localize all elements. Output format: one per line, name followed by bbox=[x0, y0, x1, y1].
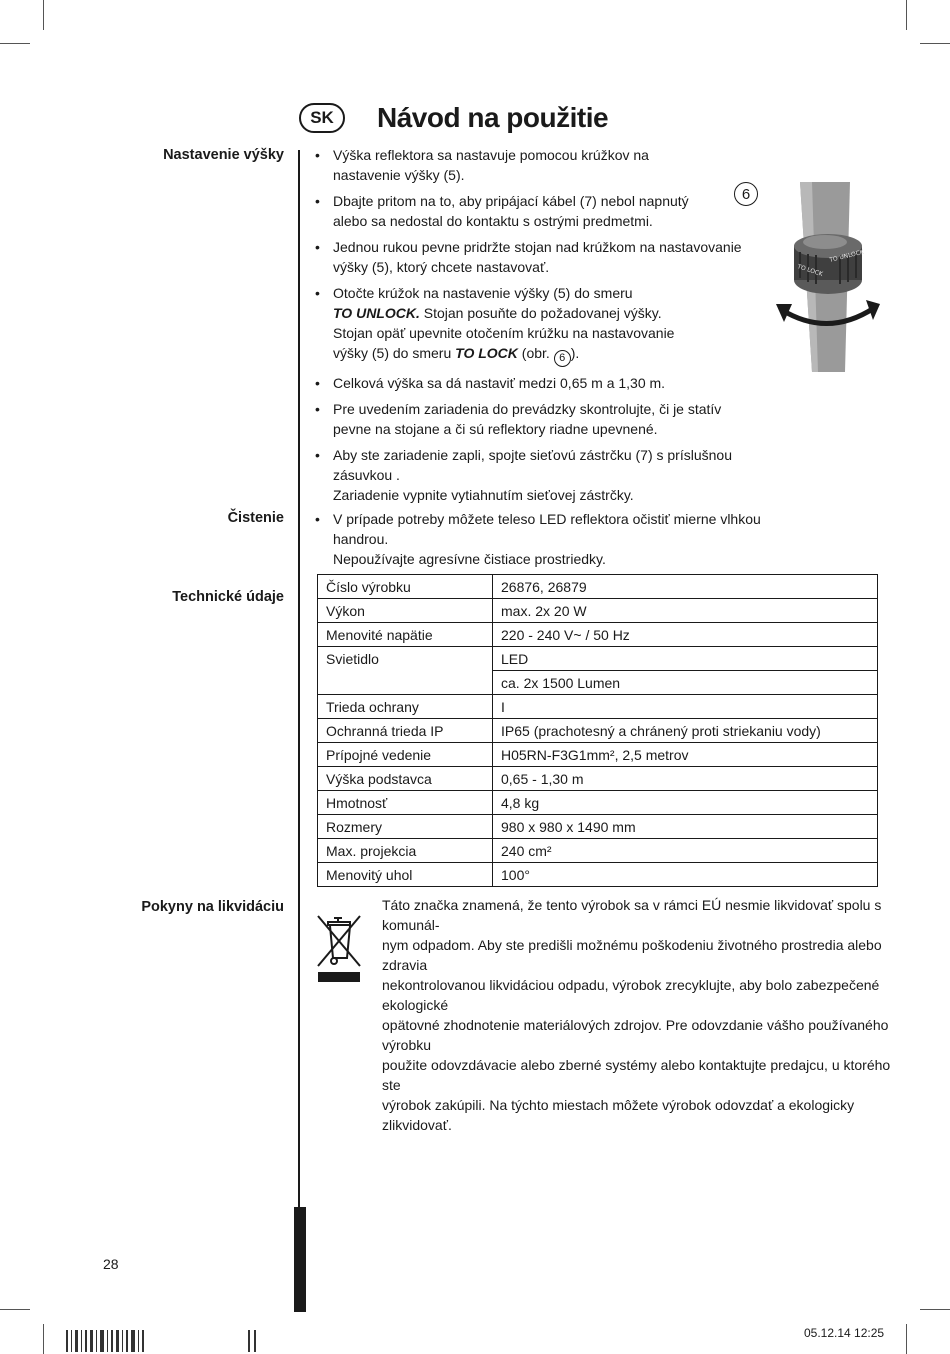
crop-mark bbox=[0, 1309, 30, 1310]
language-badge: SK bbox=[299, 103, 345, 133]
table-row: Ochranná trieda IP IP65 (prachotesný a chránený proti striekaniu vody) bbox=[318, 719, 878, 743]
table-row: Max. projekcia 240 cm² bbox=[318, 839, 878, 863]
print-barcode bbox=[66, 1330, 144, 1352]
height-instructions bbox=[314, 145, 754, 511]
crop-mark bbox=[906, 1324, 907, 1354]
crop-mark bbox=[0, 43, 30, 44]
spec-table bbox=[317, 574, 878, 887]
cleaning-instructions bbox=[314, 509, 794, 575]
crop-mark bbox=[43, 1324, 44, 1354]
crop-mark bbox=[920, 1309, 950, 1310]
svg-text:TO LOCK: TO LOCK bbox=[796, 263, 824, 279]
list-item: • Pre uvedením zariadenia do prevádzky skontrolujte, či je statív pevne na stojane a či sú reflektory riadne upevnené. bbox=[314, 399, 754, 439]
section-label-disposal: Pokyny na likvidáciu bbox=[141, 899, 284, 915]
table-row: Hmotnosť 4,8 kg bbox=[318, 791, 878, 815]
table-row: Menovité napätie 220 - 240 V~ / 50 Hz bbox=[318, 623, 878, 647]
table-row: Rozmery 980 x 980 x 1490 mm bbox=[318, 815, 878, 839]
print-mark bbox=[254, 1330, 256, 1352]
crop-mark bbox=[906, 0, 907, 30]
table-row: Výška podstavca 0,65 - 1,30 m bbox=[318, 767, 878, 791]
section-label-height: Nastavenie výšky bbox=[163, 147, 284, 163]
margin-rule-thick bbox=[294, 1207, 306, 1312]
list-item: • Otočte krúžok na nastavenie výšky (5) do smeru TO UNLOCK. Stojan posuňte do požadovanej výšky. Stojan opäť upevnite otočením krúžku na nastavovanie výšky (5) do smeru TO LOCK (obr. 6 ). bbox=[314, 283, 754, 367]
table-row: Menovitý uhol 100° bbox=[318, 863, 878, 887]
table-row: Výkon max. 2x 20 W bbox=[318, 599, 878, 623]
svg-text:TO UNLOCK: TO UNLOCK bbox=[828, 248, 865, 264]
weee-bin-icon bbox=[314, 910, 362, 984]
figure-ref-badge: 6 bbox=[554, 350, 571, 367]
list-item: • Dbajte pritom na to, aby pripájací kábel (7) nebol napnutý alebo sa nedostal do kontaktu s ostrými predmetmi. bbox=[314, 191, 754, 231]
section-label-tech: Technické údaje bbox=[172, 589, 284, 605]
table-row: Prípojné vedenie H05RN-F3G1mm², 2,5 metrov bbox=[318, 743, 878, 767]
height-ring-illustration bbox=[770, 180, 885, 375]
page-title: Návod na použitie bbox=[377, 102, 609, 133]
table-row: ca. 2x 1500 Lumen bbox=[318, 671, 878, 695]
margin-rule bbox=[298, 150, 300, 1208]
disposal-text: Táto značka znamená, že tento výrobok sa v rámci EÚ nesmie likvidovať spolu s komunál- nym odpadom. Aby ste predišli možnému poškodeniu životného prostredia alebo zdravia nekontrolovanou likvidáciou odpadu, výrobok zrecyklujte, aby bolo zabezpečené ekologické opätovné zhodnotenie materiálových zdrojov. Pre odovzdanie vášho používaného výrobku použite odovzdávacie alebo zberné systémy alebo kontaktujte predajcu, u ktorého ste výrobok zakúpili. Na týchto miestach môžete výrobok odovzdať a ekologicky zlikvidovať. bbox=[382, 897, 891, 1133]
table-row: Svietidlo LED bbox=[318, 647, 878, 671]
crop-mark bbox=[43, 0, 44, 30]
print-timestamp: 05.12.14 12:25 bbox=[804, 1326, 885, 1340]
table-row: Trieda ochrany I bbox=[318, 695, 878, 719]
section-label-cleaning: Čistenie bbox=[227, 510, 284, 526]
list-item: • Výška reflektora sa nastavuje pomocou krúžkov na nastavenie výšky (5). bbox=[314, 145, 754, 185]
print-mark bbox=[248, 1330, 250, 1352]
list-item: • Celková výška sa dá nastaviť medzi 0,65 m a 1,30 m. bbox=[314, 373, 754, 393]
table-row: Číslo výrobku 26876, 26879 bbox=[318, 575, 878, 599]
list-item: • V prípade potreby môžete teleso LED reflektora očistiť mierne vlhkou handrou. Nepoužívajte agresívne čistiace prostriedky. bbox=[314, 509, 794, 569]
crop-mark bbox=[920, 43, 950, 44]
list-item: • Jednou rukou pevne pridržte stojan nad krúžkom na nastavovanie výšky (5), ktorý chcete nastavovať. bbox=[314, 237, 754, 277]
page-number: 28 bbox=[103, 1256, 119, 1272]
figure-number: 6 bbox=[734, 182, 758, 206]
list-item: • Aby ste zariadenie zapli, spojte sieťovú zástrčku (7) s príslušnou zásuvkou . Zariadenie vypnite vytiahnutím sieťovej zástrčky. bbox=[314, 445, 793, 505]
